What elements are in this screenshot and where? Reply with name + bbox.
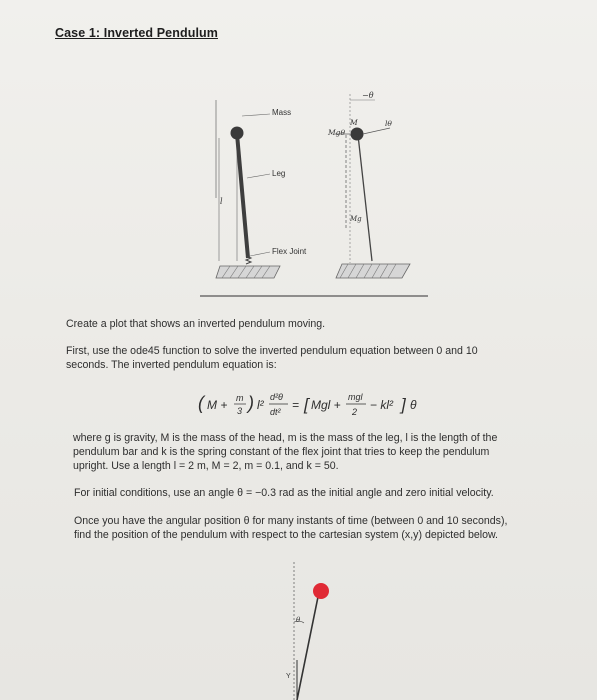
inverted-pendulum-diagram — [200, 78, 440, 308]
pendulum-rod — [297, 592, 319, 700]
paragraph-cartesian-line1: Once you have the angular position θ for many instants of time (between 0 and 10 seconds), — [74, 515, 508, 527]
label-Mg-theta: Mgθ — [328, 128, 345, 137]
label-neg-theta: −θ — [362, 91, 374, 100]
label-l-theta: lθ — [385, 119, 392, 128]
right-base — [336, 264, 410, 278]
svg-text:M +: M + — [207, 398, 228, 412]
label-flex-joint: Flex Joint — [272, 247, 307, 256]
svg-text:=: = — [292, 398, 300, 412]
svg-text:[: [ — [304, 395, 309, 414]
svg-text:Mgl +: Mgl + — [311, 398, 341, 412]
svg-text:m: m — [236, 393, 244, 403]
paragraph-intro: Create a plot that shows an inverted pendulum moving. — [66, 318, 326, 330]
label-Mg: Mg — [350, 215, 362, 223]
svg-text:]: ] — [401, 395, 406, 414]
paragraph-definitions-line3: upright. Use a length l = 2 m, M = 2, m = 0.1, and k = 50. — [73, 460, 339, 472]
cartesian-pendulum-diagram — [260, 560, 370, 700]
svg-text:θ: θ — [410, 398, 417, 412]
svg-text:3: 3 — [237, 406, 243, 416]
svg-text:− kl²: − kl² — [370, 398, 394, 412]
label-length: l — [220, 197, 223, 206]
left-base — [216, 266, 280, 278]
page-title: Case 1: Inverted Pendulum — [55, 26, 218, 40]
svg-text:mgl: mgl — [348, 392, 363, 402]
mass-bob — [231, 127, 244, 140]
svg-text:): ) — [248, 393, 254, 413]
label-theta: θ — [296, 616, 301, 624]
paragraph-definitions-line1: where g is gravity, M is the mass of the head, m is the mass of the leg, l is the length of the — [73, 432, 498, 444]
svg-text:l²: l² — [257, 398, 264, 412]
label-leg: Leg — [272, 169, 286, 178]
svg-text:(: ( — [198, 393, 204, 413]
svg-text:d²θ: d²θ — [270, 392, 283, 402]
label-y-axis: Y — [286, 673, 291, 680]
pendulum-bob — [313, 583, 329, 599]
paragraph-definitions-line2: pendulum bar and k is the spring constant of the flex joint that tries to keep the pendulum — [73, 446, 490, 458]
paragraph-ode45-line1: First, use the ode45 function to solve the inverted pendulum equation between 0 and 10 — [66, 345, 478, 357]
svg-text:2: 2 — [352, 407, 358, 417]
paragraph-cartesian-line2: find the position of the pendulum with respect to the cartesian system (x,y) depicted below. — [74, 529, 498, 541]
paragraph-ode45-line2: seconds. The inverted pendulum equation is: — [66, 359, 277, 371]
svg-text:dt²: dt² — [270, 407, 281, 417]
paragraph-initial-conditions: For initial conditions, use an angle θ = −0.3 rad as the initial angle and zero initial velocity. — [74, 487, 494, 499]
label-mass: Mass — [272, 108, 292, 117]
pendulum-equation — [198, 387, 428, 423]
label-M: M — [350, 118, 358, 127]
free-body-bob — [351, 128, 364, 141]
